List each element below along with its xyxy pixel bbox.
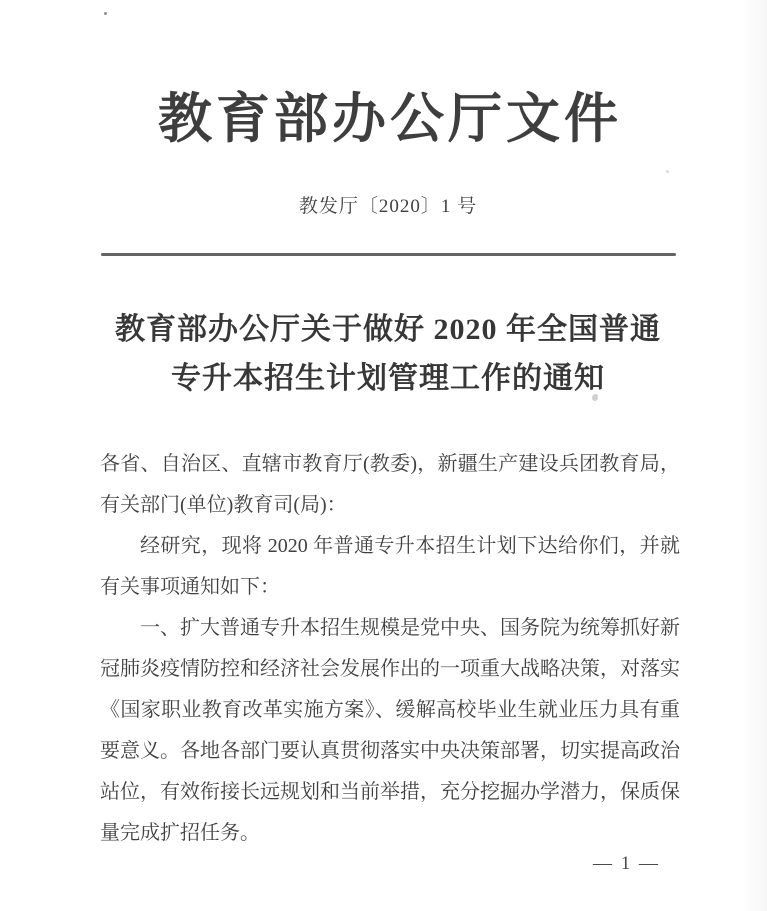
- document-body: [100, 444, 680, 854]
- header-divider-line: [101, 253, 676, 256]
- document-reference-number: 教发厅〔2020〕1 号: [298, 196, 478, 217]
- body-paragraph-1: 经研究，现将 2020 年普通专升本招生计划下达给你们，并就有关事项通知如下：: [100, 535, 680, 598]
- document-title-line-1: 教育部办公厅关于做好 2020 年全国普通: [115, 313, 661, 346]
- scan-speck: [666, 170, 669, 173]
- document-title-line-2: 专升本招生计划管理工作的通知: [171, 362, 605, 395]
- page-number: — 1 —: [593, 853, 660, 874]
- salutation-recipients: 各省、自治区、直辖市教育厅(教委)，新疆生产建设兵团教育局，有关部门(单位)教育司(局)：: [100, 453, 680, 516]
- scan-speck: [104, 12, 107, 15]
- body-paragraph-2: 一、扩大普通专升本招生规模是党中央、国务院为统筹抓好新冠肺炎疫情防控和经济社会发展作出的一项重大战略决策，对落实《国家职业教育改革实施方案》、缓解高校毕业生就业压力具有重要意义。各地各部门要认真贯彻落实中央决策部署，切实提高政治站位，有效衔接长远规划和当前举措，充分挖掘办学潜力，保质保量完成扩招任务。: [100, 617, 680, 844]
- document-title: [100, 305, 676, 403]
- issuing-agency-header: 教育部办公厅文件: [158, 89, 622, 149]
